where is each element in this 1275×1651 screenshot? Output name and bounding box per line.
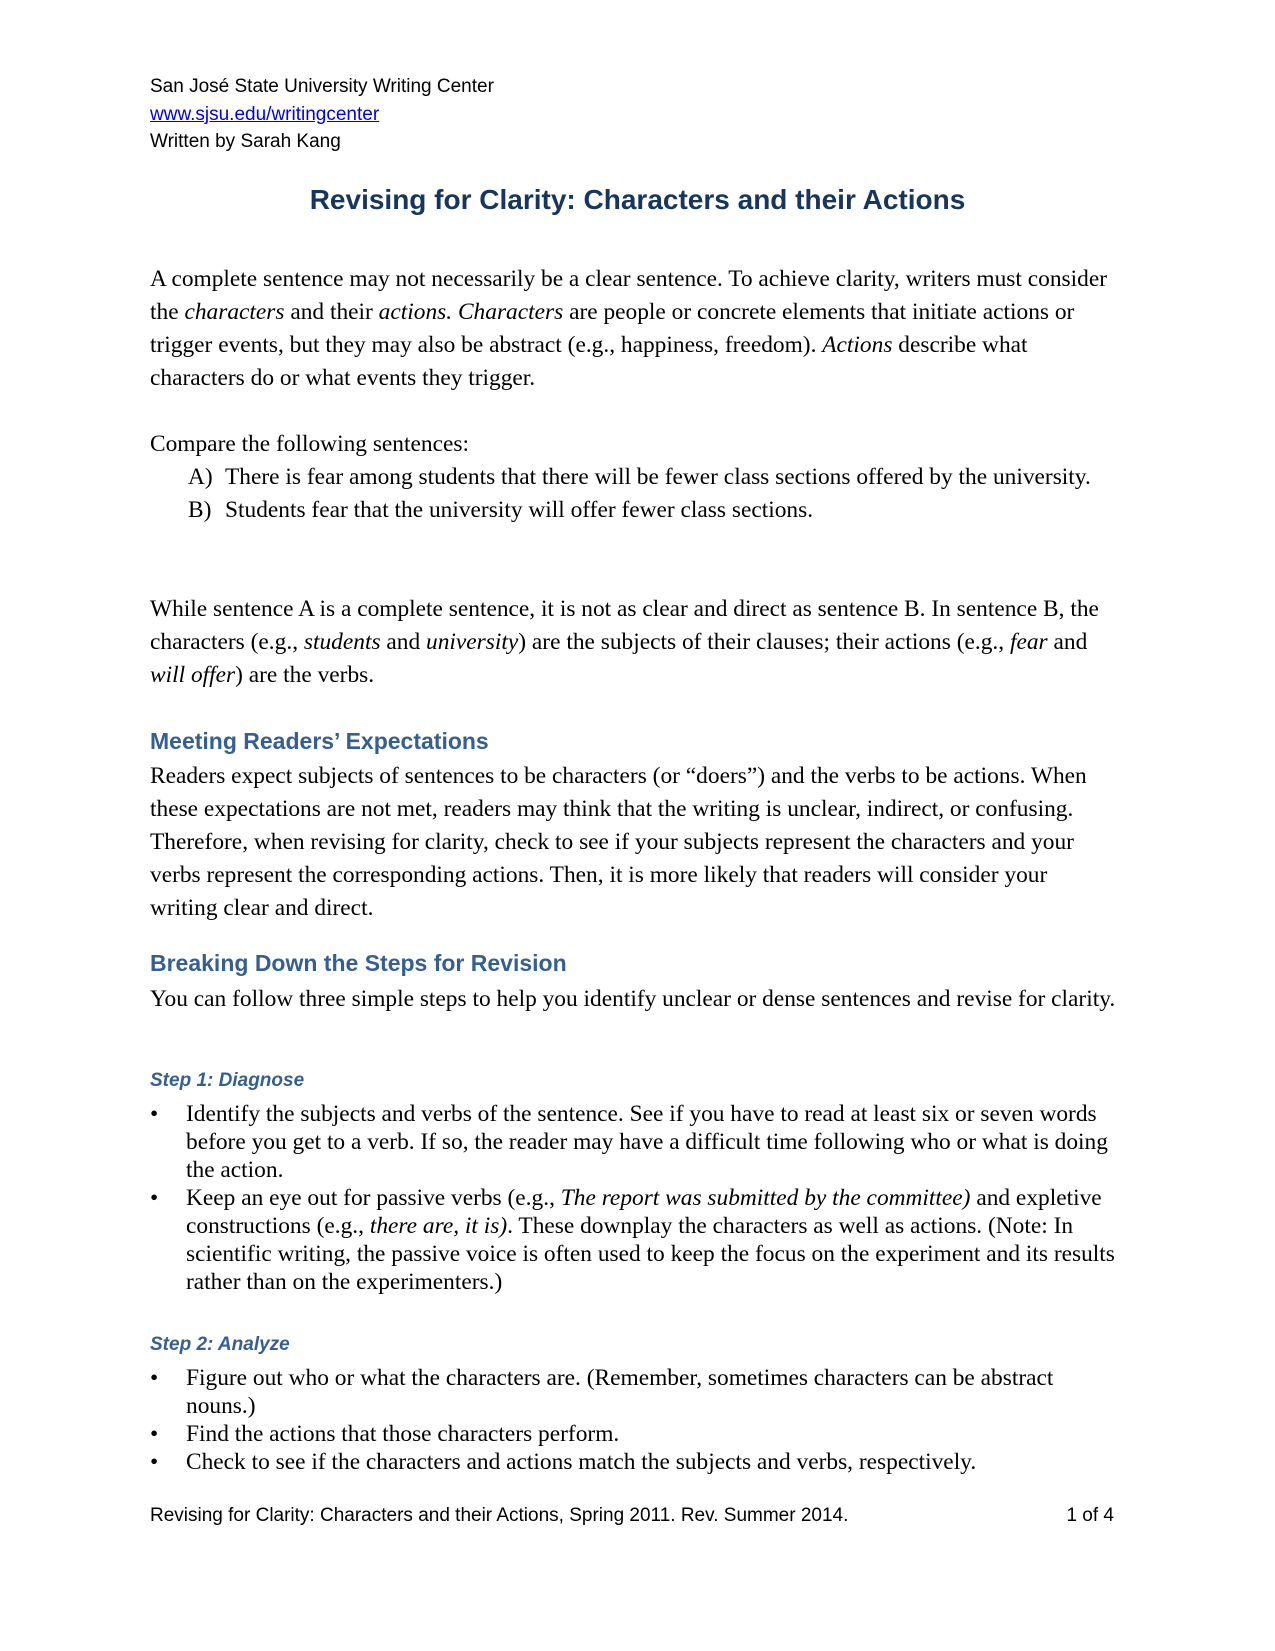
emphasis: students — [303, 629, 381, 655]
emphasis: will offer — [150, 662, 236, 688]
footer-title: Revising for Clarity: Characters and their Actions, Spring 2011. Rev. Summer 2014. — [150, 1505, 849, 1526]
text-run: and — [380, 629, 427, 655]
list-item-text: Figure out who or what the characters are. (Remember, sometimes characters can be abstract nouns.) — [186, 1365, 1054, 1419]
writing-center-link[interactable]: www.sjsu.edu/writingcenter — [150, 103, 380, 125]
list-item-text: Find the actions that those characters perform. — [186, 1421, 620, 1447]
list-item-text: Check to see if the characters and actions match the subjects and verbs, respectively. — [186, 1449, 977, 1475]
list-item — [150, 1448, 1120, 1476]
list-item-text — [186, 1185, 1115, 1295]
section-heading-expectations: Meeting Readers’ Expectations — [150, 728, 489, 754]
list-item — [150, 1420, 1120, 1448]
emphasis: Characters — [457, 299, 564, 325]
step1-heading: Step 1: Diagnose — [150, 1070, 305, 1091]
steps-paragraph: You can follow three simple steps to help you identify unclear or dense sentences and revise for clarity. — [150, 986, 1116, 1012]
bullet-icon: • — [150, 1185, 159, 1211]
compare-block — [150, 428, 1120, 527]
list-item-text: Students fear that the university will offer fewer class sections. — [225, 497, 814, 523]
compare-lead: Compare the following sentences: — [150, 431, 469, 457]
step1-list — [150, 1100, 1120, 1296]
step2-heading: Step 2: Analyze — [150, 1334, 290, 1355]
document-header — [150, 73, 494, 156]
text-run: . These downplay the characters as well as actions. (Note: In scientific writing, the passive voice is often used to keep the focus on the experiment and its results rather than on the experimenters.) — [186, 1213, 1115, 1295]
emphasis: Actions — [822, 332, 893, 358]
org-name: San José State University Writing Center — [150, 76, 494, 97]
compare-list — [150, 461, 1120, 527]
text-run: A complete sentence may not necessarily be a clear sentence. To achieve clarity, writers must consider the — [150, 266, 1107, 325]
expectations-paragraph: Readers expect subjects of sentences to be characters (or “doers”) and the verbs to be actions. When these expectations are not met, readers may think that the writing is unclear, indirect, or confusing. Therefore, when revising for clarity, check to see if your subjects represent the characters and your verbs represent the corresponding actions. Then, it is more likely that readers will consider your writing clear and direct. — [150, 763, 1087, 921]
text-run: describe what characters do or what events they trigger. — [150, 332, 1028, 391]
text-run: ) are the verbs. — [235, 662, 375, 688]
emphasis: characters — [184, 299, 285, 325]
emphasis: fear — [1009, 629, 1048, 655]
page-number: 1 of 4 — [1066, 1505, 1114, 1526]
text-run: While sentence A is a complete sentence, it is not as clear and direct as sentence B. In sentence B, the characters (e.g., — [150, 596, 1099, 655]
author-line: Written by Sarah Kang — [150, 131, 341, 152]
emphasis: actions. — [378, 299, 453, 325]
text-run: ) are the subjects of their clauses; their actions (e.g., — [518, 629, 1010, 655]
list-item — [150, 494, 1120, 527]
section-heading-steps: Breaking Down the Steps for Revision — [150, 950, 567, 976]
list-item — [150, 1364, 1120, 1420]
text-run: Keep an eye out for passive verbs (e.g., — [186, 1185, 561, 1211]
page-footer — [150, 1505, 1114, 1527]
text-run: are people or concrete elements that initiate actions or trigger events, but they may also be abstract (e.g., happiness, freedom). — [150, 299, 1075, 358]
bullet-icon: • — [150, 1365, 159, 1391]
emphasis: there are, it is) — [369, 1213, 508, 1239]
list-item — [150, 461, 1120, 494]
list-item-text: There is fear among students that there will be fewer class sections offered by the university. — [225, 464, 1091, 490]
text-run: and expletive constructions (e.g., — [186, 1185, 1102, 1239]
emphasis: university — [426, 629, 519, 655]
list-item — [150, 1100, 1120, 1184]
list-marker: A) — [188, 464, 213, 490]
text-run: and their — [284, 299, 379, 325]
list-item-text: Identify the subjects and verbs of the sentence. See if you have to read at least six or seven words before you get to a verb. If so, the reader may have a difficult time following who or what is doing the action. — [186, 1101, 1108, 1183]
list-marker: B) — [188, 497, 212, 523]
bullet-icon: • — [150, 1449, 159, 1475]
bullet-icon: • — [150, 1101, 159, 1127]
page-title: Revising for Clarity: Characters and their Actions — [309, 184, 966, 215]
bullet-icon: • — [150, 1421, 159, 1447]
emphasis: The report was submitted by the committee) — [560, 1185, 971, 1211]
list-item — [150, 1184, 1120, 1296]
step2-list — [150, 1364, 1120, 1476]
intro-paragraph — [150, 263, 1120, 395]
conclusion-paragraph — [150, 593, 1120, 692]
text-run: and — [1047, 629, 1088, 655]
